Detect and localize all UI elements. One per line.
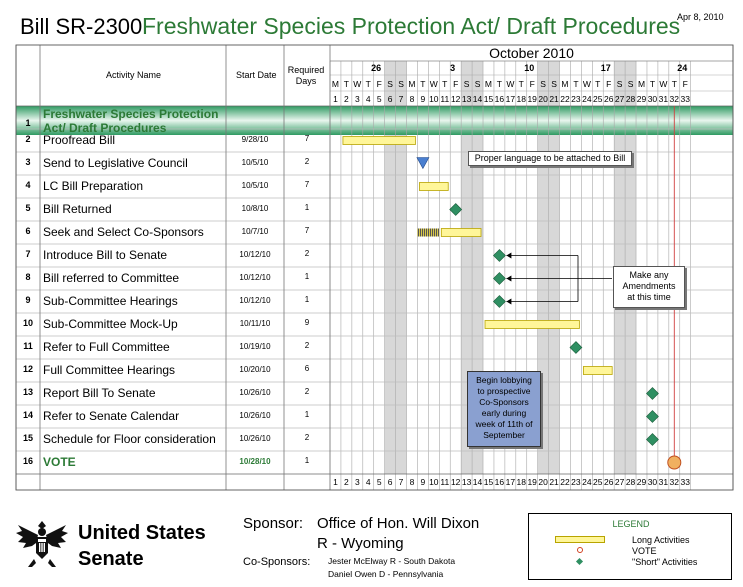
day-letter: W [429,79,438,89]
day-number: 24 [582,94,592,104]
day-letter: W [582,79,591,89]
row-start-date: 10/26/10 [239,388,271,397]
day-number-bottom: 24 [582,477,592,487]
week-label: 3 [450,63,456,73]
day-letter: T [343,79,349,89]
row-required-days: 1 [304,203,310,212]
day-letter: W [506,79,515,89]
day-number-bottom: 31 [658,477,669,487]
day-number: 7 [398,94,404,104]
row-activity-name[interactable]: Schedule for Floor consideration [43,432,216,446]
day-letter: M [637,79,646,89]
day-number: 21 [549,94,559,104]
row-start-date: 10/5/10 [241,158,269,167]
milestone-diamond [450,204,462,216]
day-number: 14 [472,94,483,104]
row-number: 15 [22,433,33,443]
callout-lobbying-line: Co-Sponsors [479,397,529,407]
day-letter: T [518,79,524,89]
callout-lobbying-line: early during [481,408,527,418]
day-number: 20 [538,94,548,104]
day-letter: F [606,79,612,89]
day-letter: S [616,79,623,89]
milestone-diamond [493,296,505,308]
day-number-bottom: 21 [549,477,559,487]
row-start-date: 10/19/10 [239,342,271,351]
org-name-line1: United States [78,522,206,544]
bill-number: Bill SR-2300 [20,14,143,39]
row-activity-name[interactable]: Sub-Committee Mock-Up [43,317,178,331]
cosponsor-2: Daniel Owen D - Pennsylvania [328,569,444,579]
day-number: 29 [636,94,647,104]
day-letter: T [671,79,677,89]
day-letter: S [551,79,557,89]
row-number: 11 [23,341,33,351]
legend-bar-swatch [555,536,605,543]
day-number-bottom: 28 [625,477,636,487]
legend-vote-swatch [577,547,583,553]
milestone-diamond [570,342,582,354]
day-letter: F [682,79,688,89]
day-number-bottom: 3 [354,477,360,487]
task-bar [419,183,448,191]
row-activity-name[interactable]: Refer to Full Committee [43,340,170,354]
row-number: 9 [25,295,31,305]
row-number: 10 [22,318,33,328]
milestone-diamond [646,388,658,400]
row-required-days: 9 [304,318,310,327]
row-activity-name[interactable]: Proofread Bill [43,133,116,147]
row-number: 14 [22,410,33,420]
row-required-days: 1 [304,456,310,465]
day-number-bottom: 1 [333,477,338,487]
day-number-bottom: 20 [538,477,548,487]
document-title: Freshwater Species Protection Act/ Draft Procedures [142,13,681,39]
row-number: 2 [25,134,31,144]
day-letter: F [529,79,535,89]
legend-item-long: Long Activities [632,535,690,545]
row-start-date: 10/8/10 [241,204,269,213]
day-letter: T [595,79,601,89]
row-required-days: 7 [304,134,310,143]
row-start-date: 10/26/10 [239,434,271,443]
column-header-start: Start Date [236,70,277,80]
callout-lobbying-line: week of 11th of [475,419,533,429]
week-label: 24 [677,63,688,73]
column-header-required: Required [287,65,325,75]
row-activity-name[interactable]: Sub-Committee Hearings [43,294,178,308]
row-number: 8 [25,272,31,282]
row-start-date: 10/7/10 [241,227,269,236]
row-activity-name[interactable]: Bill referred to Committee [43,271,180,285]
day-number-bottom: 17 [505,477,516,487]
day-number: 26 [603,94,614,104]
day-number-bottom: 25 [593,477,603,487]
row-activity-name[interactable]: VOTE [43,455,76,469]
day-number: 31 [658,94,669,104]
vote-milestone [668,456,681,469]
week-label: 17 [600,63,611,73]
day-number-bottom: 10 [429,477,439,487]
callout-amendments-line: at this time [627,292,671,302]
column-header-activity: Activity Name [106,70,162,80]
callout-proper-language: Proper language to be attached to Bill [468,151,632,166]
row-required-days: 7 [304,226,310,235]
day-number-bottom: 2 [344,477,349,487]
row-start-date: 10/11/10 [239,319,271,328]
day-number: 11 [440,94,450,104]
day-number-bottom: 7 [398,477,404,487]
day-number: 28 [625,94,636,104]
day-number-bottom: 27 [614,477,625,487]
day-number-bottom: 6 [387,477,393,487]
day-letter: S [398,79,404,89]
task-bar [583,367,612,375]
day-letter: S [387,79,393,89]
day-letter: W [659,79,668,89]
day-number-bottom: 14 [472,477,483,487]
row-start-date: 10/12/10 [239,250,271,259]
callout-amendments-line: Make any [629,270,669,280]
day-number: 16 [494,94,505,104]
arrowhead-icon [506,276,511,282]
milestone-diamond [646,411,658,423]
day-letter: F [453,79,459,89]
day-letter: S [627,79,634,89]
day-letter: F [376,79,382,89]
task-bar [441,229,481,237]
row-number: 6 [25,226,31,236]
row-start-date: 10/26/10 [239,411,271,420]
sponsor-state: R - Wyoming [317,535,404,552]
day-letter: T [649,79,656,89]
day-number: 3 [354,94,360,104]
row-activity-name: Freshwater Species Protection Act/ Draft Procedures [43,107,219,135]
row-required-days: 1 [304,410,310,419]
callout-lobbying-line: Begin lobbying [476,375,532,385]
legend-box [528,513,732,580]
row-start-date: 10/12/10 [239,296,271,305]
day-letter: T [365,79,371,89]
cosponsors-label: Co-Sponsors: [243,556,311,568]
row-start-date: 10/20/10 [239,365,271,374]
day-number: 9 [420,94,426,104]
day-number-bottom: 30 [647,477,658,487]
day-letter: M [331,79,339,89]
day-letter: T [420,79,426,89]
day-number-bottom: 11 [440,477,450,487]
row-activity-name[interactable]: Seek and Select Co-Sponsors [43,225,204,239]
day-letter: M [561,79,569,89]
day-number-bottom: 22 [560,477,570,487]
row-start-date: 10/5/10 [241,181,269,190]
row-activity-name[interactable]: Introduce Bill to Senate [43,248,168,262]
row-number: 13 [22,387,33,397]
sponsor-name: Office of Hon. Will Dixon [317,515,480,532]
legend-diamond-swatch [576,558,583,565]
day-letter: M [408,79,416,89]
row-activity-name[interactable]: Send to Legislative Council [43,156,188,170]
row-number: 4 [25,180,31,190]
day-letter: W [353,79,362,89]
day-letter: S [540,79,546,89]
day-letter: S [474,79,481,89]
day-number: 30 [647,94,658,104]
day-number: 2 [344,94,349,104]
day-number-bottom: 16 [494,477,505,487]
row-required-days: 2 [304,387,310,396]
callout-lobbying [467,371,541,447]
day-letter: T [496,79,502,89]
row-required-days: 2 [304,433,310,442]
row-required-days: 1 [304,295,310,304]
row-required-days: 2 [304,157,310,166]
sponsor-label: Sponsor: [243,515,304,532]
day-number: 23 [571,94,581,104]
day-number: 18 [516,94,526,104]
row-required-days: 6 [304,364,310,373]
day-letter: S [463,79,470,89]
callout-amendments [613,266,685,308]
cosponsor-1: Jester McElway R - South Dakota [328,556,456,566]
row-activity-name[interactable]: Full Committee Hearings [43,363,176,377]
row-required-days: 2 [304,249,310,258]
day-number-bottom: 26 [603,477,614,487]
row-required-days: 1 [304,272,310,281]
day-number-bottom: 13 [461,477,472,487]
milestone-diamond [646,434,658,446]
day-letter: T [573,79,579,89]
arrowhead-icon [506,253,511,259]
day-number-bottom: 32 [669,477,680,487]
row-start-date: 10/12/10 [239,273,271,282]
milestone-triangle [417,158,429,169]
day-number-bottom: 5 [376,477,382,487]
day-number: 32 [669,94,680,104]
org-name-line2: Senate [78,548,144,570]
day-number: 15 [483,94,494,104]
callout-lobbying-line: September [483,430,525,440]
day-number: 10 [429,94,439,104]
day-number: 12 [450,94,461,104]
task-bar [343,137,416,145]
row-start-date: 9/28/10 [241,135,269,144]
legend-item-vote: VOTE [632,546,657,556]
column-header-days: Days [295,76,317,86]
legend-title: LEGEND [612,519,650,529]
day-number: 5 [376,94,382,104]
task-bar [485,321,579,329]
day-number: 27 [614,94,625,104]
week-label: 10 [524,63,535,73]
day-number-bottom: 29 [636,477,647,487]
row-number: 12 [22,364,33,374]
row-number: 3 [25,157,31,167]
day-number: 6 [387,94,393,104]
print-date: Apr 8, 2010 [677,12,724,22]
day-number-bottom: 23 [571,477,581,487]
day-number: 22 [560,94,570,104]
day-number: 25 [593,94,603,104]
day-number: 13 [461,94,472,104]
row-start-date: 10/28/10 [239,457,271,466]
day-number-bottom: 9 [420,477,426,487]
day-number-bottom: 4 [365,477,371,487]
row-activity-name[interactable]: LC Bill Preparation [43,179,144,193]
callout-lobbying-line: to prospective [477,386,531,396]
arrowhead-icon [506,299,511,305]
day-letter: T [442,79,448,89]
row-activity-name[interactable]: Bill Returned [43,202,112,216]
milestone-diamond [493,273,505,285]
row-activity-name[interactable]: Report Bill To Senate [43,386,156,400]
day-letter: M [484,79,493,89]
row-number: 1 [25,118,31,128]
day-number: 8 [409,94,415,104]
day-number-bottom: 8 [409,477,415,487]
month-label: October 2010 [489,45,574,61]
row-required-days: 2 [304,341,310,350]
legend-item-short: "Short" Activities [632,557,698,567]
day-number: 1 [333,94,338,104]
callout-amendments-line: Amendments [622,281,676,291]
row-number: 5 [25,203,31,213]
day-number-bottom: 12 [450,477,461,487]
day-number-bottom: 19 [527,477,537,487]
day-number-bottom: 18 [516,477,526,487]
day-number: 4 [365,94,371,104]
day-number-bottom: 33 [680,477,690,487]
row-number: 7 [25,249,31,259]
day-number-bottom: 15 [483,477,494,487]
day-number: 17 [505,94,516,104]
week-label: 26 [371,63,382,73]
row-activity-name[interactable]: Refer to Senate Calendar [43,409,180,423]
milestone-diamond [493,250,505,262]
task-progress-hatch [417,229,439,237]
day-number: 19 [527,94,537,104]
day-number: 33 [680,94,690,104]
row-required-days: 7 [304,180,310,189]
senate-seal-logo [14,515,70,571]
row-number: 16 [22,456,33,466]
